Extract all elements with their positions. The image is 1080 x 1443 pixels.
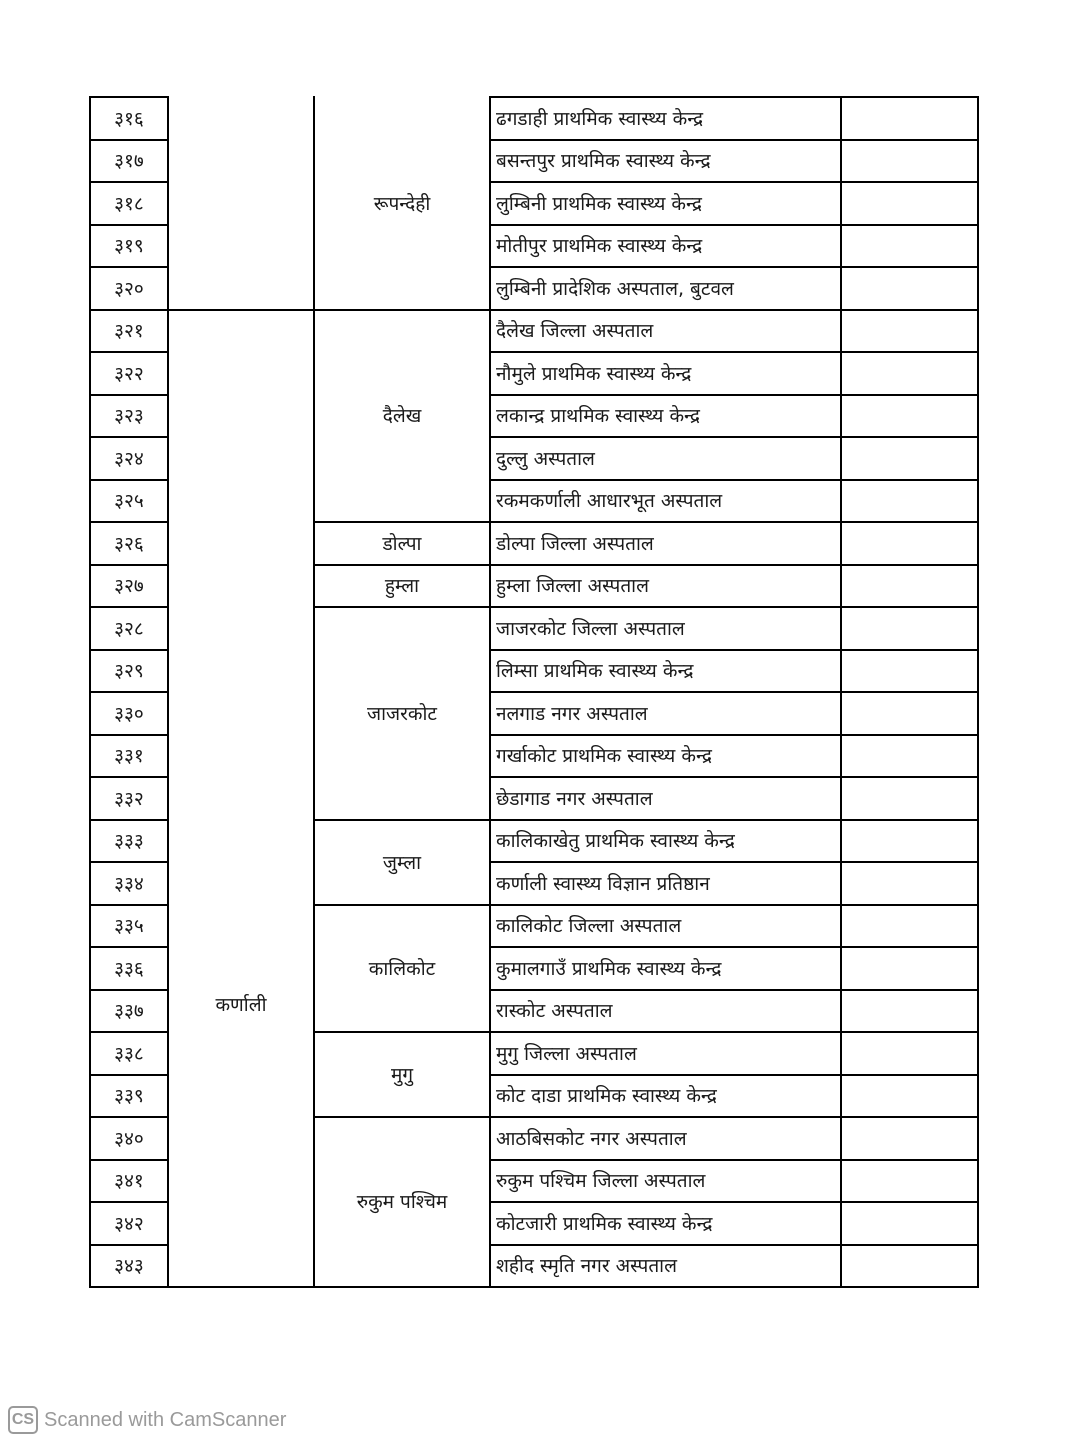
row-number: ३२१ — [114, 320, 144, 342]
facility-name: कालिकाखेतु प्राथमिक स्वास्थ्य केन्द्र — [496, 830, 735, 852]
row-number: ३१६ — [114, 107, 144, 130]
row-number: ३३९ — [114, 1085, 144, 1107]
facility-name: कोट दाडा प्राथमिक स्वास्थ्य केन्द्र — [496, 1085, 717, 1107]
facility-name: कुमालगाउँ प्राथमिक स्वास्थ्य केन्द्र — [496, 957, 722, 980]
row-number: ३३१ — [114, 745, 144, 767]
district-cell: मुगु — [390, 1063, 414, 1086]
table-border-bottom — [89, 1286, 979, 1288]
row-number: ३३७ — [114, 1000, 144, 1022]
facility-name: छेडागाड नगर अस्पताल — [496, 787, 653, 810]
province-line — [167, 309, 315, 311]
district-cell: दैलेख — [382, 405, 422, 427]
facility-name: मुगु जिल्ला अस्पताल — [496, 1042, 637, 1065]
facility-name: लिम्सा प्राथमिक स्वास्थ्य केन्द्र — [496, 660, 694, 682]
district-cell: जाजरकोट — [367, 702, 437, 725]
facility-name: ढगडाही प्राथमिक स्वास्थ्य केन्द्र — [496, 107, 704, 130]
row-number: ३२२ — [114, 362, 144, 385]
facility-name: रकमकर्णाली आधारभूत अस्पताल — [496, 490, 723, 512]
facility-name: शहीद स्मृति नगर अस्पताल — [496, 1255, 677, 1277]
facility-name: नलगाड नगर अस्पताल — [496, 702, 648, 725]
row-number: ३३६ — [114, 957, 144, 980]
province-label: कर्णाली — [215, 994, 267, 1016]
district-cell: रुकुम पश्चिम — [356, 1191, 448, 1213]
row-number: ३३४ — [114, 872, 144, 895]
row-number: ३४१ — [114, 1170, 144, 1192]
camscanner-watermark — [8, 1404, 286, 1436]
facility-name: नौमुले प्राथमिक स्वास्थ्य केन्द्र — [496, 362, 692, 385]
district-cell: डोल्पा — [382, 532, 422, 555]
facility-name: कर्णाली स्वास्थ्य विज्ञान प्रतिष्ठान — [496, 872, 710, 895]
row-number: ३२८ — [114, 617, 144, 640]
facility-name: रास्कोट अस्पताल — [496, 1000, 613, 1022]
facility-name: जाजरकोट जिल्ला अस्पताल — [496, 617, 685, 640]
row-number: ३३८ — [114, 1042, 144, 1065]
facility-name: कालिकोट जिल्ला अस्पताल — [496, 915, 682, 937]
row-number: ३२४ — [114, 447, 144, 470]
facility-name: रुकुम पश्चिम जिल्ला अस्पताल — [496, 1170, 706, 1192]
district-cell: कालिकोट — [368, 957, 436, 980]
district-cell: जुम्ला — [382, 851, 422, 874]
facility-name: बसन्तपुर प्राथमिक स्वास्थ्य केन्द्र — [496, 150, 711, 172]
row-number: ३२६ — [114, 532, 144, 555]
watermark-text: Scanned with CamScanner — [44, 1408, 287, 1431]
facility-name: गर्खाकोट प्राथमिक स्वास्थ्य केन्द्र — [496, 745, 712, 767]
row-number: ३१७ — [114, 150, 144, 172]
facility-name: दुल्लु अस्पताल — [496, 447, 595, 470]
row-number: ३४२ — [114, 1212, 144, 1235]
facility-name: कोटजारी प्राथमिक स्वास्थ्य केन्द्र — [496, 1212, 713, 1235]
facility-name: लकान्द्र प्राथमिक स्वास्थ्य केन्द्र — [496, 405, 701, 427]
district-cell: हुम्ला — [384, 575, 420, 597]
row-number: ३३३ — [114, 830, 144, 852]
camscanner-logo-icon: CS — [8, 1406, 38, 1434]
row-number: ३३५ — [114, 915, 144, 937]
facility-name: दैलेख जिल्ला अस्पताल — [496, 320, 654, 342]
facility-name: लुम्बिनी प्राथमिक स्वास्थ्य केन्द्र — [496, 192, 702, 215]
facility-name: हुम्ला जिल्ला अस्पताल — [496, 575, 649, 597]
row-number: ३३० — [114, 702, 144, 725]
row-number: ३४३ — [114, 1255, 144, 1277]
row-number: ३२५ — [114, 490, 144, 512]
district-cell: रूपन्देही — [373, 192, 431, 215]
row-number: ३३२ — [114, 787, 144, 810]
row-number: ३१८ — [114, 192, 144, 215]
row-number: ३२३ — [114, 405, 144, 427]
facility-name: लुम्बिनी प्रादेशिक अस्पताल, बुटवल — [496, 277, 734, 300]
row-number: ३२९ — [114, 660, 144, 682]
facility-name: आठबिसकोट नगर अस्पताल — [496, 1127, 687, 1150]
row-number: ३१९ — [114, 235, 144, 257]
row-number: ३२० — [114, 277, 144, 300]
row-number: ३२७ — [114, 575, 144, 597]
facility-name: डोल्पा जिल्ला अस्पताल — [496, 532, 654, 555]
row-number: ३४० — [114, 1127, 144, 1150]
facility-name: मोतीपुर प्राथमिक स्वास्थ्य केन्द्र — [496, 235, 703, 257]
